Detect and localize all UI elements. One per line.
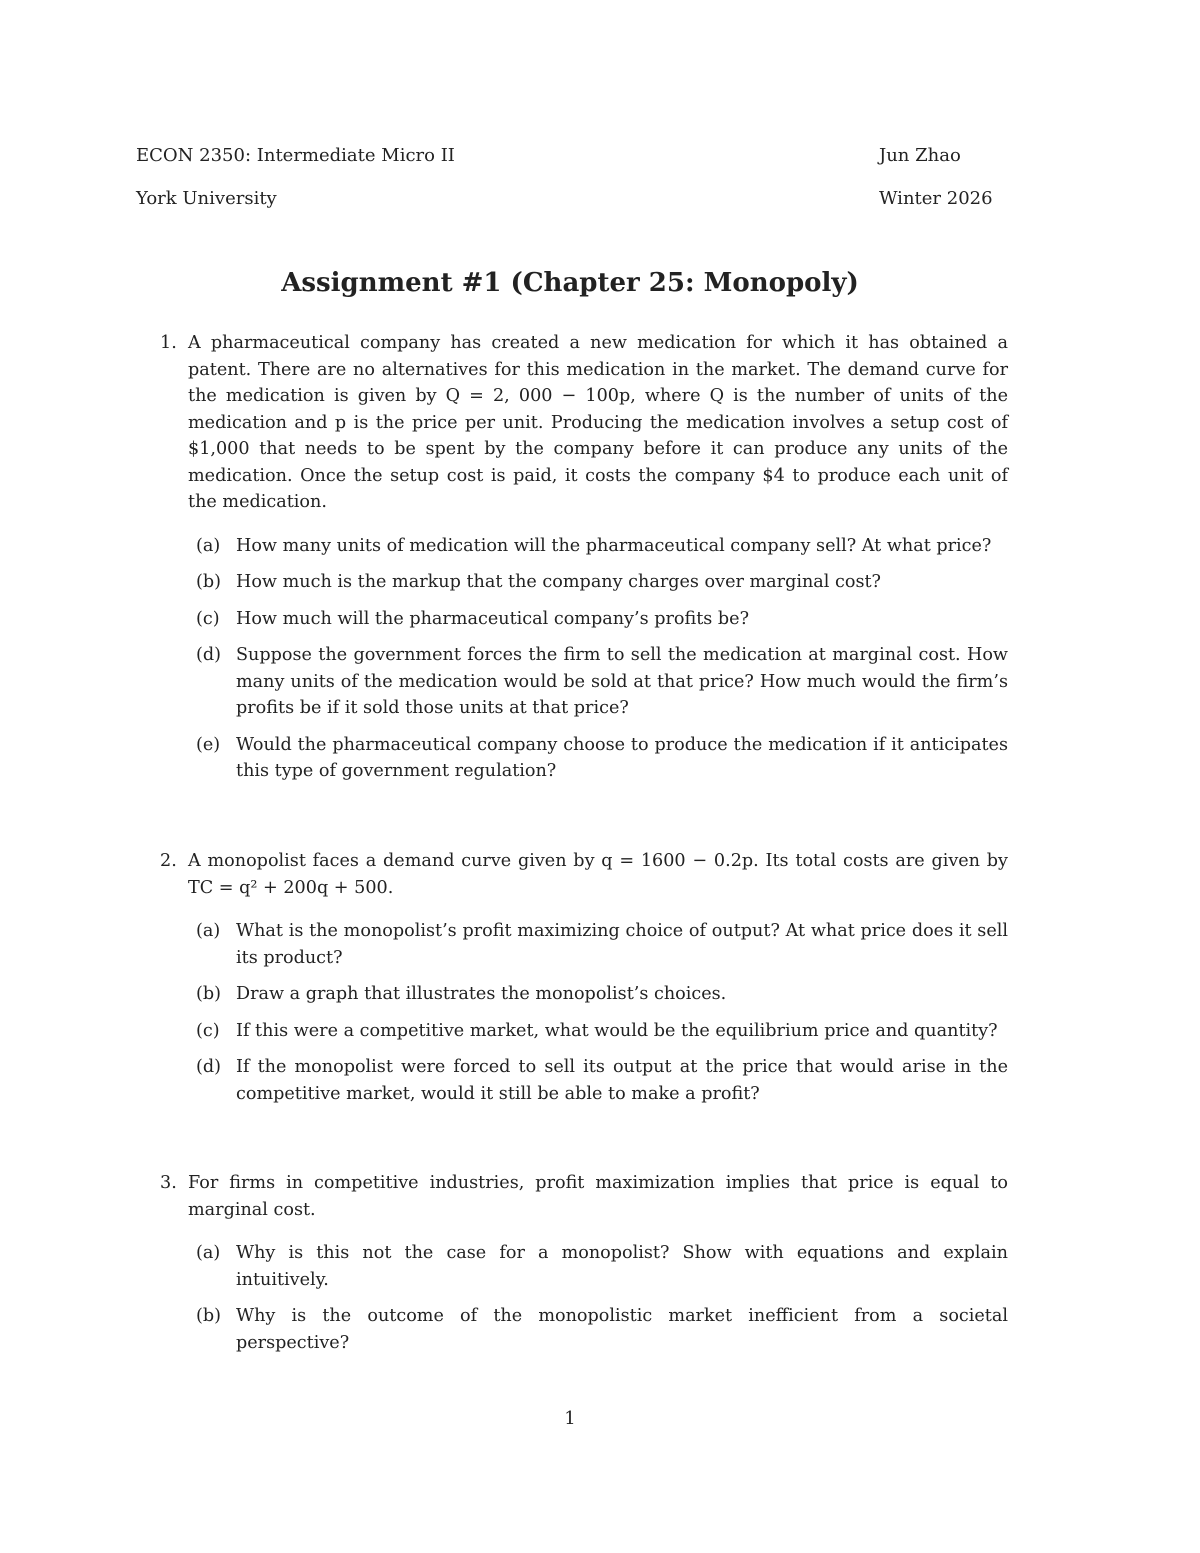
question-number: 2. [160, 851, 177, 871]
question-parts [188, 1240, 1008, 1356]
part-text: Why is the outcome of the monopolistic market inefficient from a societal perspective? [236, 1306, 1008, 1353]
question-number: 3. [160, 1173, 177, 1193]
part-text: Suppose the government forces the firm to sell the medication at marginal cost. How many units of the medication would be sold at that price? How much would the firm’s profits be if it sold those units at that price? [236, 645, 1008, 718]
part-label: (d) [196, 1057, 221, 1077]
question-part [188, 569, 1008, 596]
part-text: If the monopolist were forced to sell its output at the price that would arise in the competitive market, would it still be able to make a profit? [236, 1057, 1008, 1104]
question-part [188, 981, 1008, 1008]
question-text: A monopolist faces a demand curve given by q = 1600 − 0.2p. Its total costs are given by TC = q² + 200q + 500. [188, 851, 1008, 898]
question-text: For firms in competitive industries, profit maximization implies that price is equal to marginal cost. [188, 1173, 1008, 1220]
university-name: York University [136, 188, 277, 209]
term: Winter 2026 [879, 188, 993, 209]
question-part [188, 1018, 1008, 1045]
question-part [188, 642, 1008, 722]
instructor-name: Jun Zhao [879, 145, 961, 166]
part-label: (c) [196, 1020, 220, 1041]
part-label: (b) [196, 572, 221, 592]
question-part [188, 1303, 1008, 1356]
part-label: (d) [196, 645, 221, 665]
part-label: (a) [196, 1243, 221, 1263]
question-part [188, 533, 1008, 560]
question-1 [160, 330, 1008, 795]
question-number: 1. [160, 333, 177, 353]
part-text: Would the pharmaceutical company choose to produce the medication if it anticipates this type of government regulation? [236, 734, 1008, 781]
question-part [188, 606, 1008, 633]
question-part [188, 1054, 1008, 1107]
part-label: (c) [196, 608, 220, 629]
course-title: ECON 2350: Intermediate Micro II [136, 145, 455, 166]
part-text: How much is the markup that the company charges over marginal cost? [236, 572, 881, 592]
question-parts [188, 533, 1008, 785]
part-text: Draw a graph that illustrates the monopolist’s choices. [236, 984, 727, 1004]
question-3 [160, 1170, 1008, 1366]
part-text: What is the monopolist’s profit maximizing choice of output? At what price does it sell its product? [236, 921, 1008, 968]
question-2 [160, 848, 1008, 1117]
question-parts [188, 918, 1008, 1107]
part-label: (b) [196, 1306, 221, 1326]
part-label: (b) [196, 984, 221, 1004]
question-part [188, 732, 1008, 785]
part-label: (e) [196, 734, 221, 755]
part-label: (a) [196, 535, 221, 556]
question-text: A pharmaceutical company has created a new medication for which it has obtained a patent. There are no alternatives for this medication in the market. The demand curve for the medication is given by Q = 2, 000 − 100p, where Q is the number of units of the medication and p is the price per unit. Producing the medication involves a setup cost of $1,000 that needs to be spent by the company before it can produce any units of the medication. Once the setup cost is paid, it costs the company $4 to produce each unit of the medication. [188, 333, 1008, 512]
page-title: Assignment #1 (Chapter 25: Monopoly) [281, 268, 859, 298]
part-text: Why is this not the case for a monopolist? Show with equations and explain intuitively. [236, 1243, 1008, 1290]
part-text: If this were a competitive market, what would be the equilibrium price and quantity? [236, 1020, 998, 1041]
part-text: How much will the pharmaceutical company’s profits be? [236, 608, 750, 629]
part-text: How many units of medication will the pharmaceutical company sell? At what price? [236, 535, 992, 556]
part-label: (a) [196, 921, 221, 941]
question-part [188, 1240, 1008, 1293]
page-number: 1 [564, 1408, 576, 1429]
question-part [188, 918, 1008, 971]
